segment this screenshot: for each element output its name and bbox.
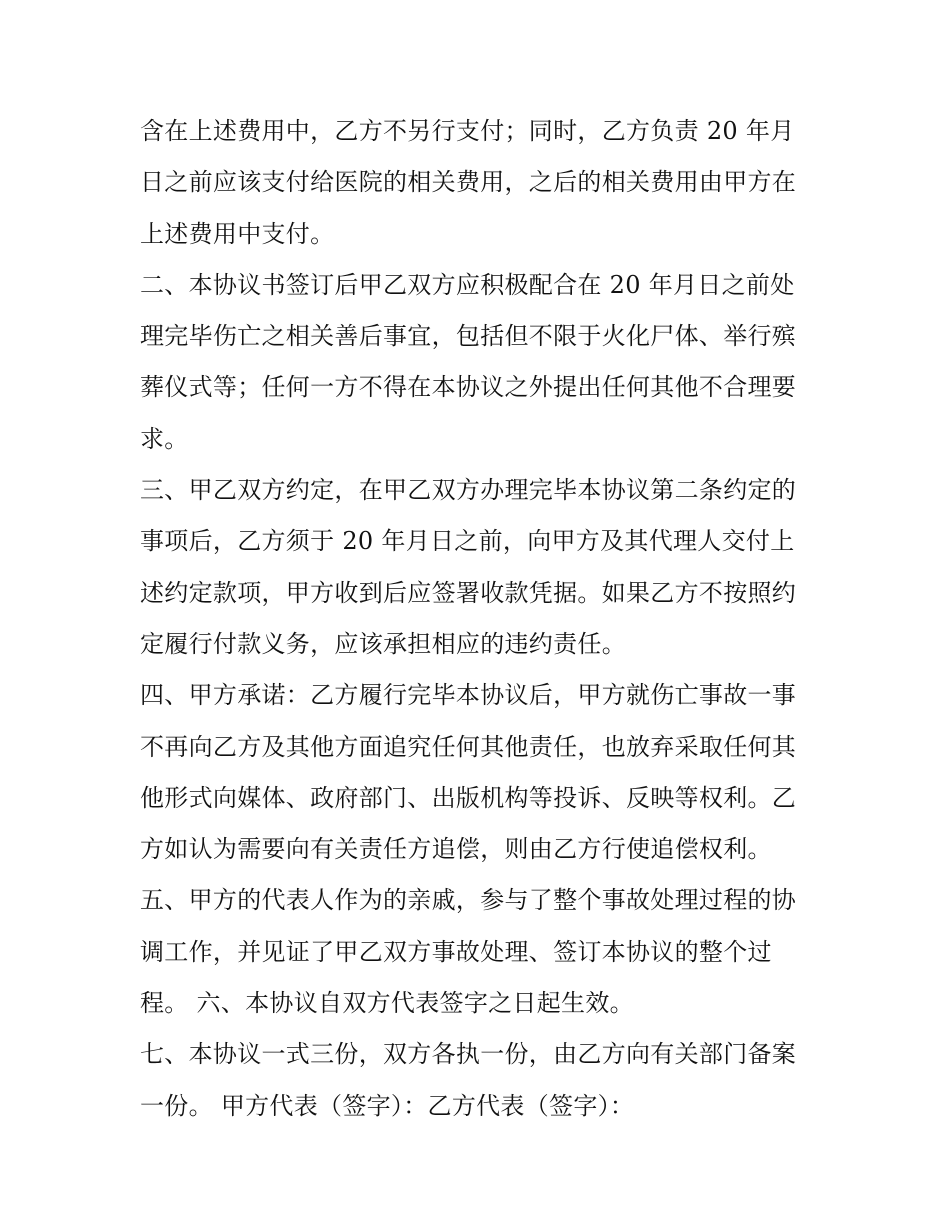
agreement-body-text [140,106,820,1132]
text-line: 调工作，并见证了甲乙双方事故处理、签订本协议的整个过 [140,937,772,966]
text-line: 程。 六、本协议自双方代表签字之日起生效。 [140,989,634,1018]
text-line: 五、甲方的代表人作为的亲戚，参与了整个事故处理过程的协 [140,886,797,915]
text-line: 他形式向媒体、政府部门、出版机构等投诉、反映等权利。乙 [140,783,797,812]
text-line: 方如认为需要向有关责任方追偿，则由乙方行使追偿权利。 [140,835,772,864]
text-line: 七、本协议一式三份，双方各执一份，由乙方向有关部门备案 [140,1040,797,1069]
text-line: 定履行付款义务，应该承担相应的违约责任。 [140,629,626,658]
text-line: 一份。 甲方代表（签字）：乙方代表（签字）： [140,1091,635,1120]
text-line: 含在上述费用中，乙方不另行支付；同时，乙方负责 20 年月 [140,117,795,145]
text-line: 二、本协议书签订后甲乙双方应积极配合在 20 年月日之前处 [140,270,795,299]
text-line: 葬仪式等；任何一方不得在本协议之外提出任何其他不合理要 [140,373,797,402]
text-line: 四、甲方承诺：乙方履行完毕本协议后，甲方就伤亡事故一事 [140,681,797,710]
text-line: 上述费用中支付。 [140,219,335,248]
text-line: 求。 [140,424,189,453]
text-line: 三、甲乙双方约定，在甲乙双方办理完毕本协议第二条约定的 [140,476,797,505]
text-line: 理完毕伤亡之相关善后事宜，包括但不限于火化尸体、举行殡 [140,322,797,351]
text-line: 日之前应该支付给医院的相关费用，之后的相关费用由甲方在 [140,168,797,197]
text-line: 不再向乙方及其他方面追究任何其他责任，也放弃采取任何其 [140,732,797,761]
text-line: 事项后，乙方须于 20 年月日之前，向甲方及其代理人交付上 [140,527,795,556]
text-line: 述约定款项，甲方收到后应签署收款凭据。如果乙方不按照约 [140,578,797,607]
